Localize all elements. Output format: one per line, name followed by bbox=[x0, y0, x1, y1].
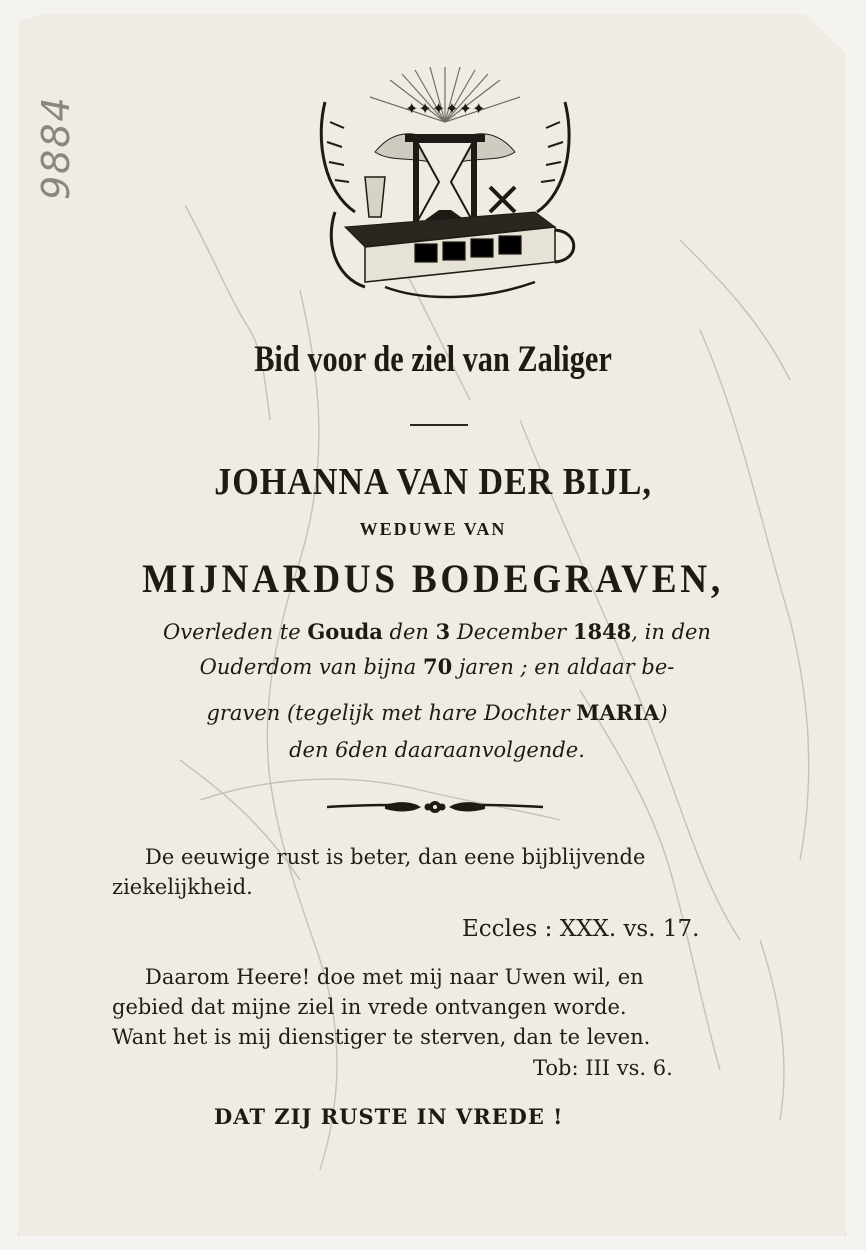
svg-text:✦✦✦✦✦✦: ✦✦✦✦✦✦ bbox=[405, 99, 486, 118]
deceased-name: JOHANNA VAN DER BIJL, bbox=[214, 461, 652, 503]
hourglass-wings-book-icon bbox=[305, 62, 585, 302]
widow-of-label: WEDUWE VAN bbox=[359, 519, 507, 539]
verse1-reference: Eccles : XXX. vs. 17. bbox=[462, 916, 700, 942]
husband-name: MIJNARDUS BODEGRAVEN, bbox=[142, 556, 724, 601]
bio-line-4: den 6den daaraanvolgende. bbox=[289, 738, 585, 762]
bio-line-3: graven (tegelijk met hare Dochter MARIA) bbox=[206, 700, 668, 725]
verse1-line-1: De eeuwige rust is beter, dan eene bijblijvende bbox=[145, 845, 646, 869]
verse2-line-2: gebied dat mijne ziel in vrede ontvangen worde. bbox=[112, 995, 627, 1019]
verse1-line-2: ziekelijkheid. bbox=[112, 875, 253, 899]
verse2-line-3: Want het is mij dienstiger te sterven, dan te leven. bbox=[112, 1025, 651, 1049]
ornament-divider-icon bbox=[325, 796, 545, 818]
catalog-number: 9884 bbox=[34, 95, 78, 200]
verse2-reference: Tob: III vs. 6. bbox=[533, 1056, 673, 1080]
prayer-heading: Bid voor de ziel van Zaliger bbox=[254, 339, 612, 380]
verse2-line-1: Daarom Heere! doe met mij naar Uwen wil, en bbox=[145, 965, 644, 989]
closing-line: DAT ZIJ RUSTE IN VREDE ! bbox=[214, 1104, 564, 1129]
bio-line-2: Ouderdom van bijna 70 jaren ; en aldaar be- bbox=[199, 654, 675, 679]
divider-rule bbox=[410, 424, 468, 426]
bio-line-1: Overleden te Gouda den 3 December 1848, in den bbox=[163, 619, 711, 644]
